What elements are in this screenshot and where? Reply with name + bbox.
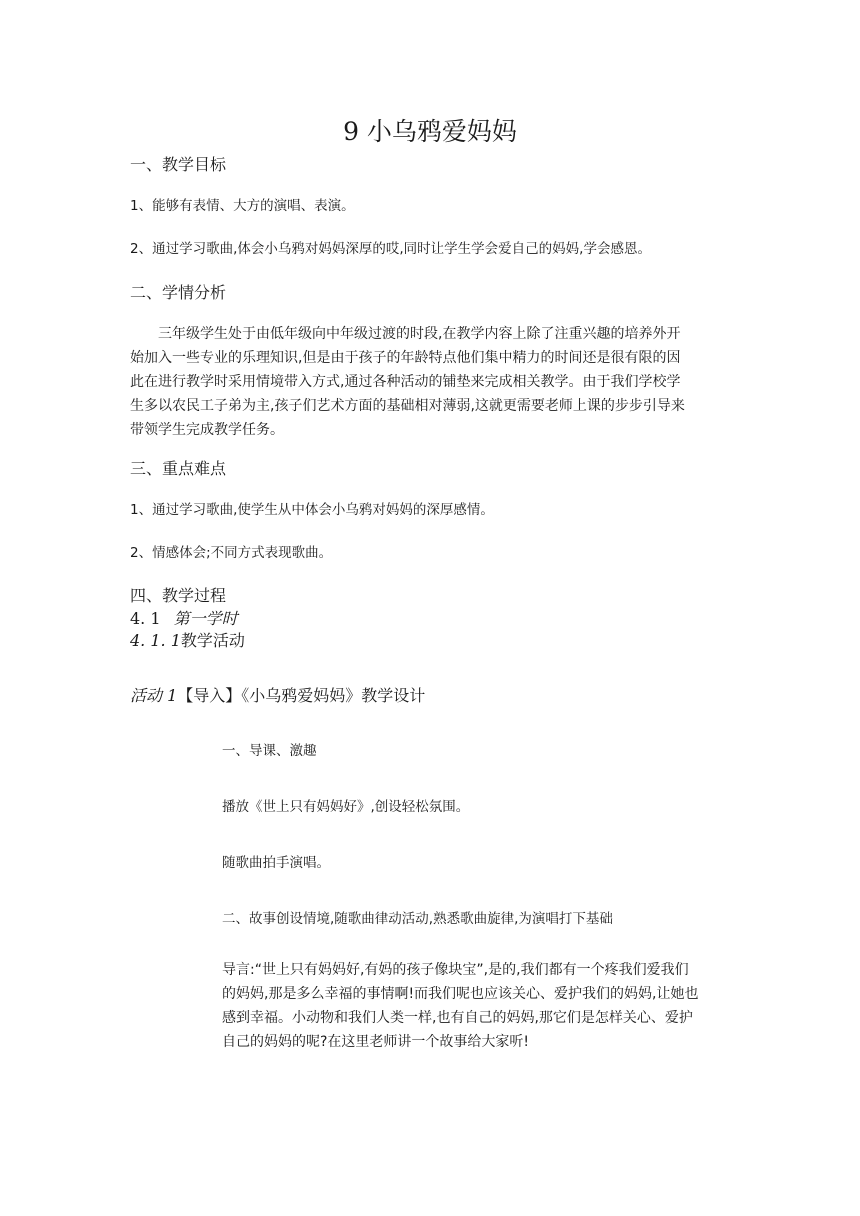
activity-title: 【导入】《小乌鸦爱妈妈》教学设计 [177, 686, 426, 705]
analysis-line: 带领学生完成教学任务。 [130, 422, 284, 438]
intro-line: 自己的妈妈的呢?在这里老师讲一个故事给大家听! [222, 1034, 530, 1050]
analysis-line: 生多以农民工子弟为主,孩子们艺术方面的基础相对薄弱,这就更需要老师上课的步步引导来 [130, 398, 685, 414]
intro-line: 导言:“世上只有妈妈好,有妈的孩子像块宝”,是的,我们都有一个疼我们爱我们 [222, 962, 689, 978]
intro-line: 的妈妈,那是多么幸福的事情啊!而我们呢也应该关心、爱护我们的妈妈,让她也 [222, 986, 699, 1002]
activity-heading [130, 683, 425, 706]
intro-line: 感到幸福。小动物和我们人类一样,也有自己的妈妈,那它们是怎样关心、爱护 [222, 1010, 693, 1026]
analysis-line: 此在进行教学时采用情境带入方式,通过各种活动的铺垫来完成相关教学。由于我们学校学 [130, 374, 681, 390]
goal-item-2: 2、通过学习歌曲,体会小乌鸦对妈妈深厚的哎,同时让学生学会爱自己的妈妈,学会感恩。 [130, 241, 651, 257]
goal-item-1: 1、能够有表情、大方的演唱、表演。 [130, 198, 355, 214]
subsection-number: 4. 1 [130, 609, 161, 628]
subsection-title: 教学活动 [180, 631, 245, 650]
subsection-first-lesson [130, 606, 238, 629]
subsection-activities [130, 628, 245, 651]
keypoint-item-2: 2、情感体会;不同方式表现歌曲。 [130, 545, 333, 561]
analysis-line: 三年级学生处于由低年级向中年级过渡的时段,在教学内容上除了注重兴趣的培养外开 [158, 326, 681, 342]
analysis-paragraph [130, 322, 735, 442]
subsection-title: 第一学时 [173, 609, 238, 628]
section-heading-process: 四、教学过程 [130, 586, 227, 605]
activity-step-4: 二、故事创设情境,随歌曲律动活动,熟悉歌曲旋律,为演唱打下基础 [222, 911, 613, 927]
page-title: 9 小乌鸦爱妈妈 [343, 117, 517, 146]
analysis-line: 始加入一些专业的乐理知识,但是由于孩子的年龄特点他们集中精力的时间还是很有限的因 [130, 350, 681, 366]
activity-step-3: 随歌曲拍手演唱。 [222, 855, 330, 871]
section-heading-goals: 一、教学目标 [130, 155, 227, 174]
subsection-number: 4. 1. 1 [130, 631, 181, 650]
keypoint-item-1: 1、通过学习歌曲,使学生从中体会小乌鸦对妈妈的深厚感情。 [130, 502, 494, 518]
section-heading-analysis: 二、学情分析 [130, 283, 227, 302]
activity-step-1: 一、导课、激趣 [222, 743, 317, 759]
section-heading-keypoints: 三、重点难点 [130, 459, 227, 478]
activity-intro-paragraph [222, 958, 742, 1054]
activity-step-2: 播放《世上只有妈妈好》,创设轻松氛围。 [222, 799, 470, 815]
activity-label: 活动 1 [130, 686, 178, 705]
